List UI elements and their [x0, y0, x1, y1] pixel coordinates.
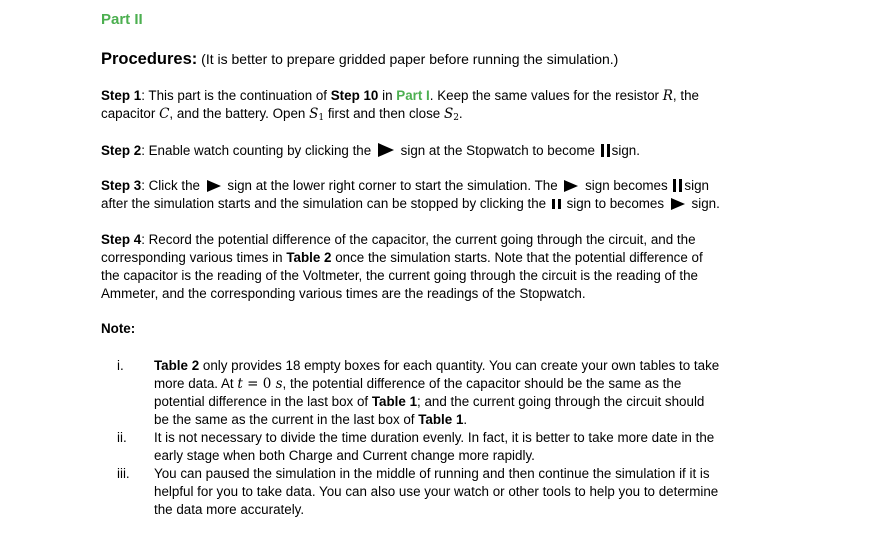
note-i-line-3 [154, 393, 804, 411]
step-10-ref: Step 10 [330, 88, 379, 103]
play-icon [564, 180, 578, 192]
step-4-line-2 [101, 249, 801, 267]
step-2-text: sign at the Stopwatch to become [396, 143, 599, 158]
note-i-text: . [463, 412, 468, 427]
step-2 [101, 142, 801, 160]
note-i-line-2 [154, 375, 804, 393]
step-3 [101, 177, 801, 213]
step-4-line-1 [101, 231, 801, 249]
step-4 [101, 231, 801, 303]
step-1-text: . [458, 106, 463, 121]
step-1-text: first and then close [324, 106, 444, 121]
step-3-text: sign at the lower right corner to start the simulation. The [223, 178, 562, 193]
step-4-line-3: the capacitor is the reading of the Voltmeter, the current going through the circuit is the reading of the [101, 268, 698, 283]
note-i-text: more data. At [154, 376, 238, 391]
step-3-text: : Click the [141, 178, 204, 193]
switch-s2-letter: S [443, 106, 454, 122]
note-item-text [154, 429, 804, 465]
switch-s1-subscript: 1 [318, 113, 325, 123]
step-1-line-2 [101, 105, 801, 123]
step-1-text: in [378, 88, 397, 103]
switch-s2-symbol [444, 106, 459, 122]
note-i-text: potential difference in the last box of [154, 394, 372, 409]
note-i-line-4 [154, 411, 804, 429]
switch-s2-subscript: 2 [453, 113, 459, 123]
pause-icon [552, 199, 561, 209]
pause-icon [601, 144, 610, 157]
procedures-label: Procedures: [101, 50, 198, 68]
pause-icon [673, 179, 682, 192]
equals-zero: = 0 [242, 376, 276, 392]
note-label: Note: [101, 321, 136, 336]
step-1 [101, 87, 801, 123]
part-i-link[interactable]: Part I [396, 88, 430, 103]
step-4-line-4: Ammeter, and the corresponding various times are the readings of the Stopwatch. [101, 286, 586, 301]
note-i-line-1 [154, 357, 804, 375]
step-1-text: : This part is the continuation of [141, 88, 331, 103]
note-iii-line-1: You can paused the simulation in the middle of running and then continue the simulation if it is [154, 466, 710, 481]
procedures-heading [101, 50, 618, 69]
play-icon [378, 143, 394, 157]
note-item-text [154, 357, 804, 429]
table-2-ref: Table 2 [154, 358, 200, 373]
part-title: Part II [101, 11, 143, 28]
step-3-label: Step 3 [101, 178, 142, 193]
seconds-unit: s [275, 376, 283, 392]
procedures-note: (It is better to prepare gridded paper before running the simulation.) [197, 51, 619, 67]
step-4-text: : Record the potential difference of the capacitor, the current going through the circuit, and the [141, 232, 696, 247]
step-4-text: once the simulation starts. Note that the potential difference of [331, 250, 703, 265]
play-icon [671, 198, 685, 210]
step-3-text: after the simulation starts and the simulation can be stopped by clicking the [101, 196, 550, 211]
step-4-text: corresponding various times in [101, 250, 287, 265]
step-3-text: sign becomes [581, 178, 672, 193]
table-2-ref: Table 2 [286, 250, 332, 265]
step-1-text: capacitor [101, 106, 160, 121]
step-3-line-2 [101, 195, 801, 213]
step-1-text: , and the battery. Open [169, 106, 310, 121]
switch-s1-letter: S [309, 106, 319, 122]
list-marker: iii. [117, 466, 130, 481]
play-icon [207, 180, 221, 192]
note-iii-line-2: helpful for you to take data. You can also use your watch or other tools to help you to determine [154, 484, 719, 499]
step-2-text: : Enable watch counting by clicking the [141, 143, 375, 158]
note-i-text: be the same as the current in the last box of [154, 412, 419, 427]
step-3-text: sign [684, 178, 709, 193]
note-i-text: , the potential difference of the capacitor should be the same as the [282, 376, 682, 391]
step-1-text: . Keep the same values for the resistor [429, 88, 663, 103]
step-3-line-1 [101, 177, 801, 195]
list-marker: ii. [117, 430, 127, 445]
note-i-text: only provides 18 empty boxes for each quantity. You can create your own tables to take [199, 358, 720, 373]
list-marker: i. [117, 358, 124, 373]
resistor-symbol: R [662, 88, 673, 104]
switch-s1-symbol [309, 106, 324, 122]
note-ii-line-1: It is not necessary to divide the time duration evenly. In fact, it is better to take more date in the [154, 430, 715, 445]
note-iii-line-3: the data more accurately. [154, 502, 305, 517]
step-3-text: sign to becomes [562, 196, 668, 211]
step-2-text: sign. [611, 143, 640, 158]
capacitor-symbol: C [159, 106, 170, 122]
step-3-text: sign. [687, 196, 720, 211]
time-variable: t [237, 376, 243, 392]
table-1-ref: Table 1 [371, 394, 418, 409]
step-1-label: Step 1 [101, 88, 142, 103]
step-1-line-1 [101, 87, 801, 105]
table-1-ref: Table 1 [418, 412, 464, 427]
step-1-text: , the [672, 88, 699, 103]
note-item-text [154, 465, 804, 519]
step-2-label: Step 2 [101, 143, 142, 158]
note-i-text: ; and the current going through the circuit should [417, 394, 705, 409]
note-ii-line-2: early stage when both Charge and Current change more rapidly. [154, 448, 535, 463]
step-4-label: Step 4 [101, 232, 142, 247]
